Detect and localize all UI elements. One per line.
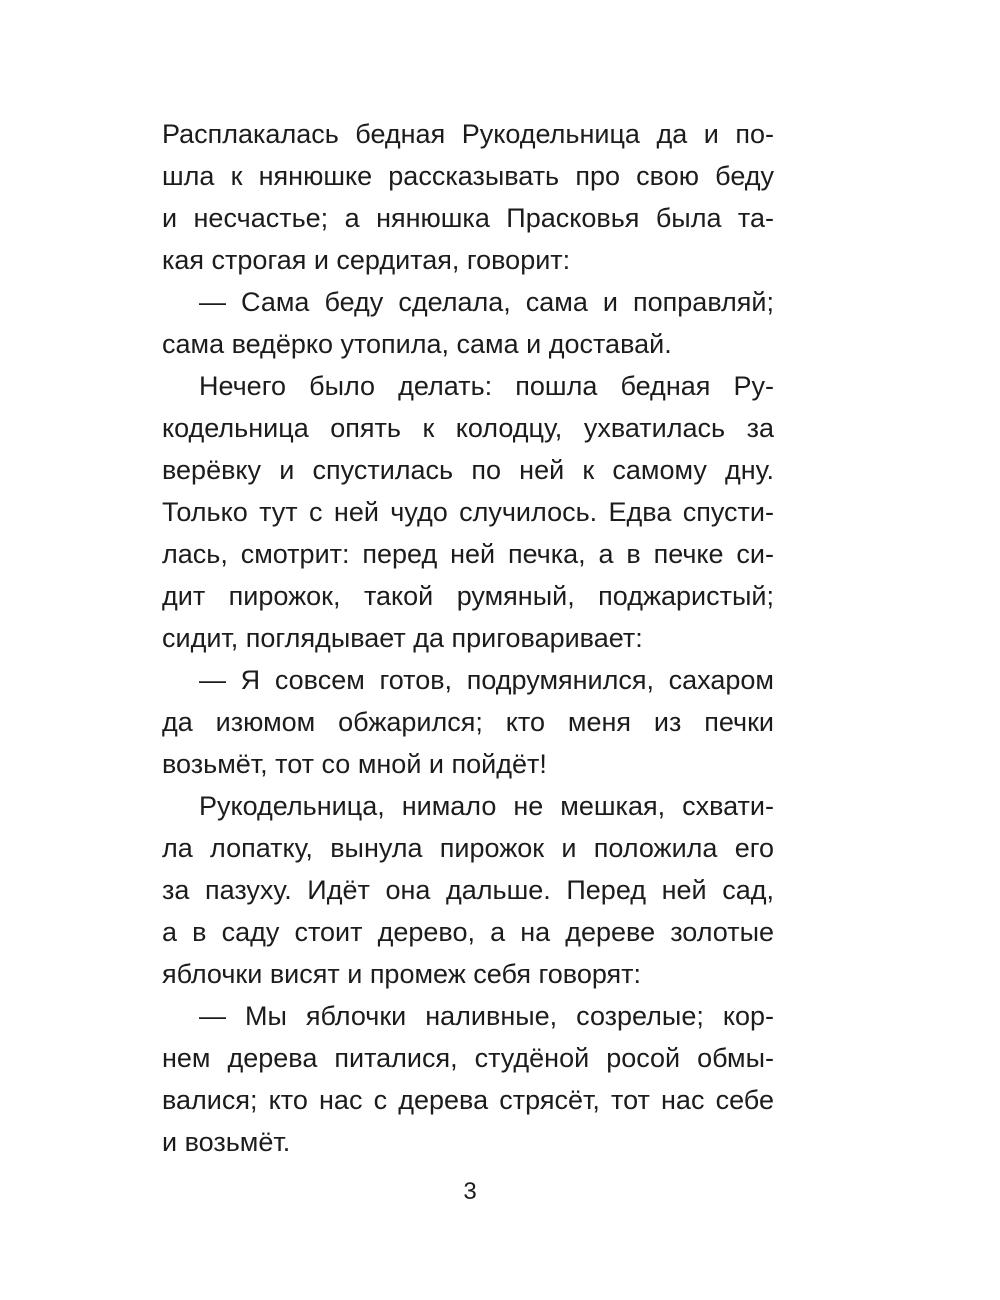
text-line: Рукодельница, нимало не мешкая, схвати- (199, 791, 774, 821)
text-line: и несчастье; а нянюшка Прасковья была та- (162, 203, 774, 233)
text-line: — Сама беду сделала, сама и поправляй; (199, 287, 774, 317)
text-line: верёвку и спустилась по ней к самому дну. (162, 455, 774, 485)
text-line: за пазуху. Идёт она дальше. Перед ней сад, (162, 875, 774, 905)
text-line: кая строгая и сердитая, говорит: (162, 245, 571, 275)
text-line: Расплакалась бедная Рукодельница да и по- (162, 119, 774, 149)
text-line: валися; кто нас с дерева стрясёт, тот нас себе (162, 1085, 774, 1115)
text-line: сама ведёрко утопила, сама и доставай. (162, 329, 672, 359)
text-line: Нечего было делать: пошла бедная Ру- (199, 371, 774, 401)
text-line: дит пирожок, такой румяный, поджаристый; (162, 581, 774, 611)
text-line: ла лопатку, вынула пирожок и положила его (162, 833, 774, 863)
text-line: сидит, поглядывает да приговаривает: (162, 623, 643, 653)
page-number: 3 (463, 1178, 477, 1205)
text-line: а в саду стоит дерево, а на дереве золотые (162, 917, 774, 947)
text-line: возьмёт, тот со мной и пойдёт! (162, 749, 547, 779)
text-line: и возьмёт. (162, 1127, 291, 1157)
text-line: Только тут с ней чудо случилось. Едва спусти- (162, 497, 774, 527)
text-line: кодельница опять к колодцу, ухватилась за (162, 413, 774, 443)
text-line: шла к нянюшке рассказывать про свою беду (162, 161, 774, 191)
text-line: лась, смотрит: перед ней печка, а в печке си- (162, 539, 774, 569)
text-line: нем дерева питалися, студёной росой обмы- (162, 1043, 774, 1073)
text-line: да изюмом обжарился; кто меня из печки (162, 707, 774, 737)
text-line: — Мы яблочки наливные, созрелые; кор- (199, 1001, 774, 1031)
text-line: яблочки висят и промеж себя говорят: (162, 959, 642, 989)
text-line: — Я совсем готов, подрумянился, сахаром (199, 665, 774, 695)
